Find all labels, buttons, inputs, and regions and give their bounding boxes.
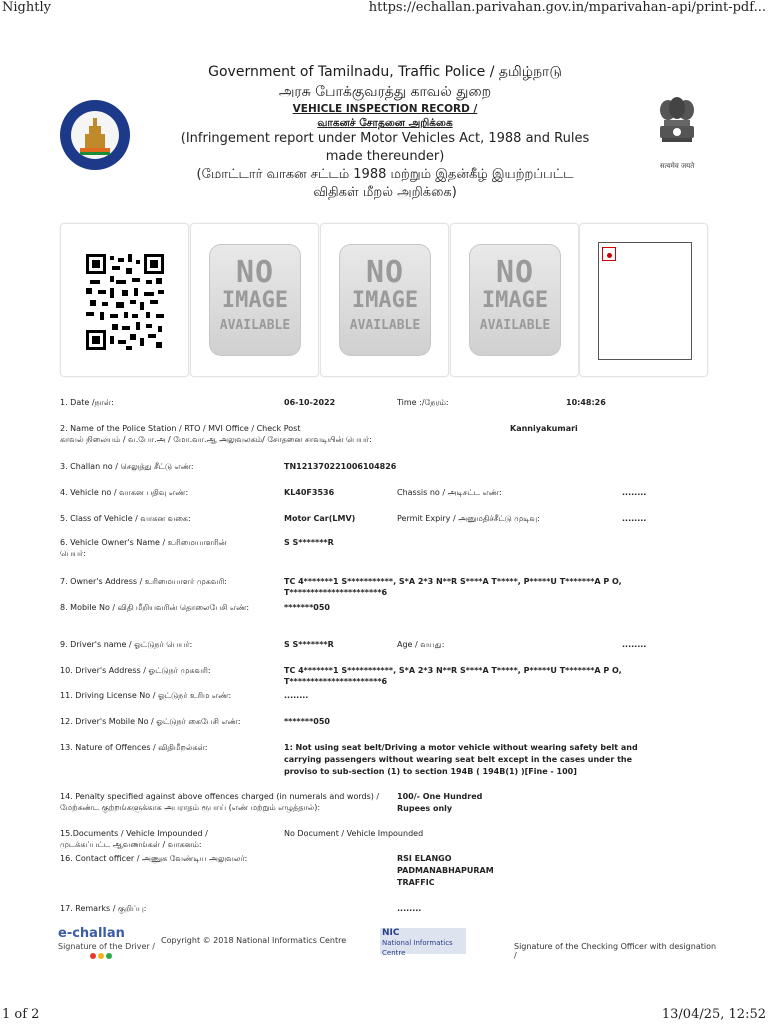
subtitle-english: (Infringement report under Motor Vehicles Act, 1988 and Rules made thereunder) bbox=[180, 131, 590, 164]
tamilnadu-police-logo-icon bbox=[58, 98, 132, 172]
browser-header bbox=[0, 0, 768, 20]
evidence-image-3 bbox=[450, 223, 579, 377]
qr-code-panel bbox=[60, 223, 189, 377]
nic-logo-icon: NIC National Informatics Centre bbox=[380, 928, 466, 954]
no-image-placeholder-icon: NO IMAGE AVAILABLE bbox=[339, 244, 431, 356]
header-line-2: அரசு போக்குவரத்து காவல் துறை bbox=[278, 84, 492, 100]
document-header bbox=[180, 62, 590, 202]
evidence-image-1 bbox=[190, 223, 319, 377]
page-url: https://echallan.parivahan.gov.in/mparivahan-api/print-pdf... bbox=[368, 0, 766, 15]
title-english: VEHICLE INSPECTION RECORD / bbox=[292, 103, 478, 115]
qr-code-icon bbox=[86, 254, 164, 350]
driver-signature-label: Signature of the Driver / bbox=[58, 942, 155, 951]
browser-app-name: Nightly bbox=[2, 0, 51, 15]
evidence-image-2 bbox=[320, 223, 449, 377]
map-thumbnail bbox=[598, 242, 692, 360]
location-map-panel bbox=[579, 223, 708, 377]
page-number: 1 of 2 bbox=[2, 1007, 40, 1022]
no-image-placeholder-icon: NO IMAGE AVAILABLE bbox=[469, 244, 561, 356]
emblem-motto: सत्यमेव जयते bbox=[659, 162, 695, 170]
title-tamil: வாகனச் சோதனை அறிக்கை bbox=[317, 117, 453, 129]
subtitle-tamil: (மோட்டார் வாகன சட்டம் 1988 மற்றும் இதன்கீழ் இயற்றப்பட்ட விதிகள் மீறல் அறிக்கை) bbox=[196, 167, 574, 200]
officer-signature-label: Signature of the Checking Officer with designation / bbox=[514, 942, 717, 960]
print-timestamp: 13/04/25, 12:52 bbox=[661, 1007, 766, 1022]
copyright-text: Copyright © 2018 National Informatics Centre bbox=[161, 936, 347, 945]
ashoka-emblem-icon bbox=[654, 96, 700, 168]
echallan-logo-icon: e-challan bbox=[58, 926, 125, 941]
evidence-image-row bbox=[60, 223, 708, 377]
header-line-1: Government of Tamilnadu, Traffic Police / தமிழ்நாடு bbox=[208, 64, 562, 80]
no-image-placeholder-icon: NO IMAGE AVAILABLE bbox=[209, 244, 301, 356]
document-footer bbox=[58, 924, 718, 964]
